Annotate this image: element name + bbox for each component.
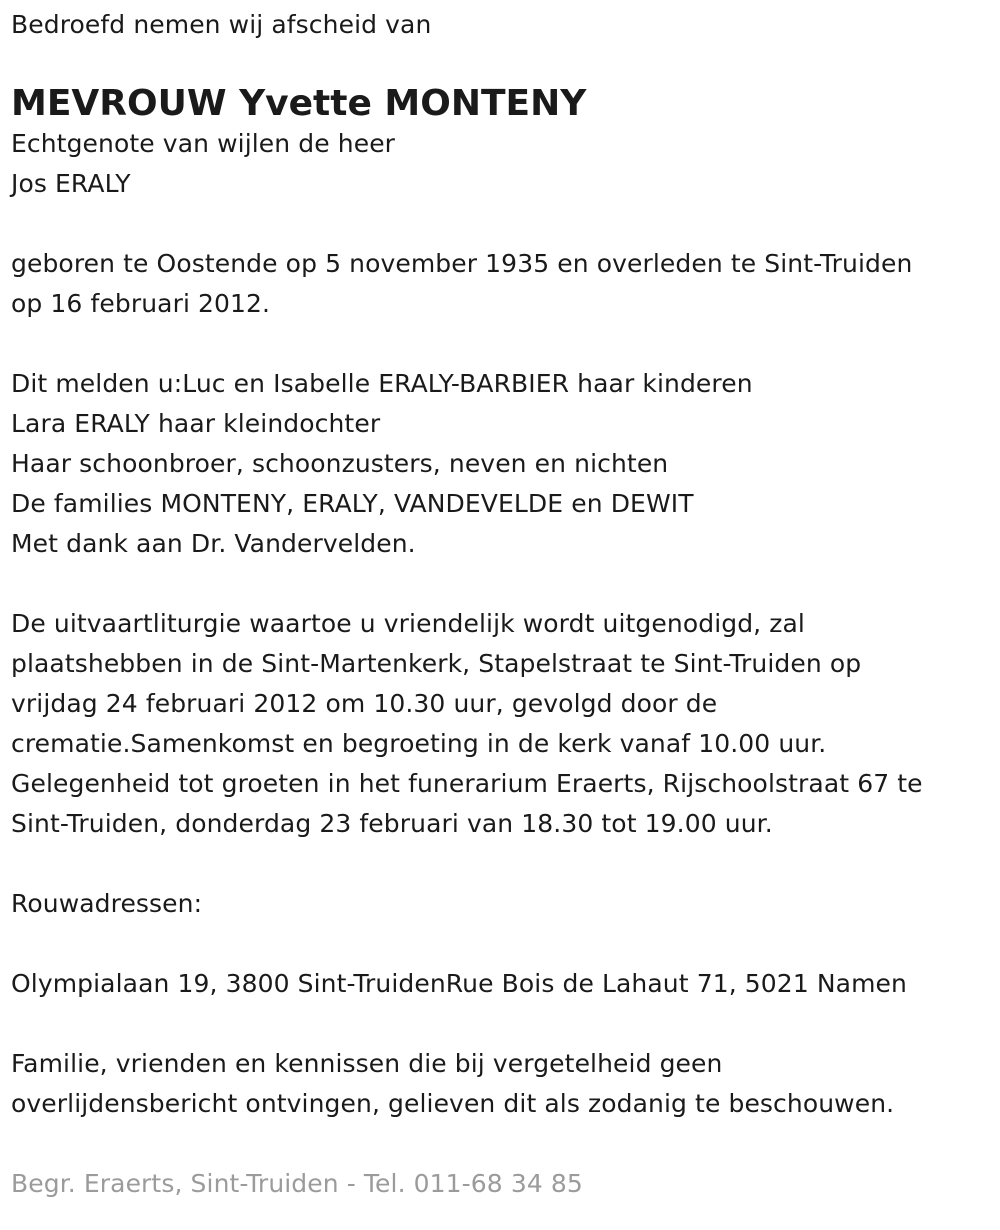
deceased-name: MEVROUW Yvette MONTENY xyxy=(11,83,587,124)
spacer xyxy=(11,1004,991,1044)
service-line: vrijdag 24 februari 2012 om 10.30 uur, gevolgd door de xyxy=(11,689,718,718)
spouse-name: Jos ERALY xyxy=(11,169,131,198)
service-line: Sint-Truiden, donderdag 23 februari van 18.30 tot 19.00 uur. xyxy=(11,809,773,838)
addresses-text: Olympialaan 19, 3800 Sint-TruidenRue Bois de Lahaut 71, 5021 Namen xyxy=(11,969,907,998)
family-line: Met dank aan Dr. Vandervelden. xyxy=(11,529,416,558)
family-line: Lara ERALY haar kleindochter xyxy=(11,409,381,438)
notice-line: overlijdensbericht ontvingen, gelieven dit als zodanig te beschouwen. xyxy=(11,1089,895,1118)
birth-death-section xyxy=(11,244,991,324)
family-section xyxy=(11,364,991,564)
spouse-line: Echtgenote van wijlen de heer xyxy=(11,129,396,158)
family-line: De families MONTENY, ERALY, VANDEVELDE en DEWIT xyxy=(11,489,694,518)
spacer xyxy=(11,324,991,364)
spacer xyxy=(11,564,991,604)
intro-text: Bedroefd nemen wij afscheid van xyxy=(11,10,432,39)
spacer xyxy=(11,924,991,964)
notice-section xyxy=(11,1044,991,1124)
spacer xyxy=(11,1124,991,1164)
service-line: plaatshebben in de Sint-Martenkerk, Stapelstraat te Sint-Truiden op xyxy=(11,649,862,678)
family-line: Haar schoonbroer, schoonzusters, neven en nichten xyxy=(11,449,669,478)
spacer xyxy=(11,844,991,884)
addresses-label: Rouwadressen: xyxy=(11,889,203,918)
spacer xyxy=(11,204,991,244)
notice-line: Familie, vrienden en kennissen die bij vergetelheid geen xyxy=(11,1049,723,1078)
birth-death-line: geboren te Oostende op 5 november 1935 en overleden te Sint-Truiden xyxy=(11,249,913,278)
service-section xyxy=(11,604,991,844)
birth-death-line: op 16 februari 2012. xyxy=(11,289,271,318)
funeral-home-footer: Begr. Eraerts, Sint-Truiden - Tel. 011-68 34 85 xyxy=(11,1169,583,1198)
service-line: crematie.Samenkomst en begroeting in de kerk vanaf 10.00 uur. xyxy=(11,729,827,758)
obituary-notice xyxy=(11,0,991,1204)
family-line: Dit melden u:Luc en Isabelle ERALY-BARBIER haar kinderen xyxy=(11,369,753,398)
service-line: Gelegenheid tot groeten in het funerarium Eraerts, Rijschoolstraat 67 te xyxy=(11,769,923,798)
spouse-section xyxy=(11,124,991,204)
service-line: De uitvaartliturgie waartoe u vriendelijk wordt uitgenodigd, zal xyxy=(11,609,805,638)
